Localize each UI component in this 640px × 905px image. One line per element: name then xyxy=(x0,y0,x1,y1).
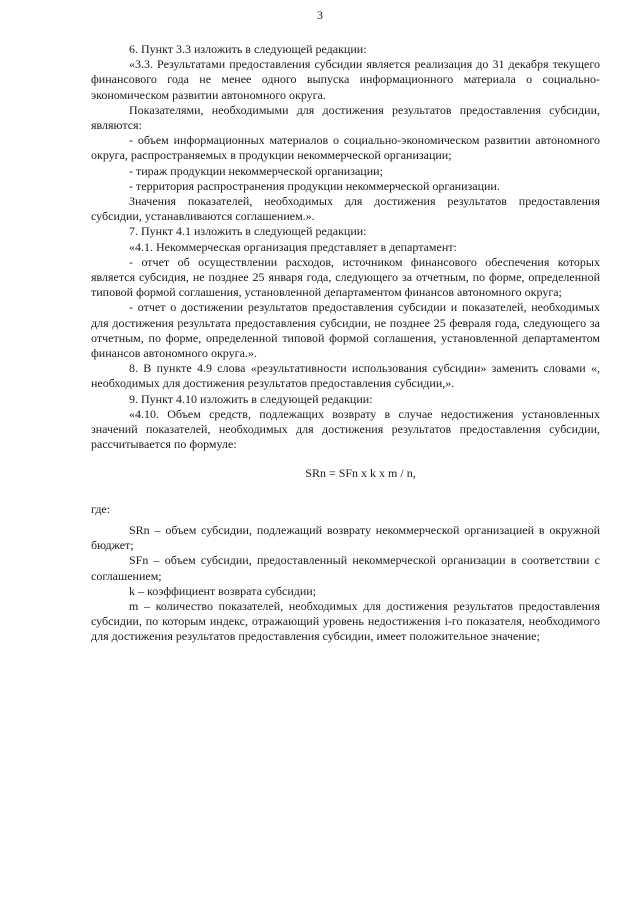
paragraph-item-7: 7. Пункт 4.1 изложить в следующей редакции: xyxy=(129,224,367,239)
definition-srn: SRn – объем субсидии, подлежащий возврату некоммерческой организацией в окружной бюджет; xyxy=(91,522,600,553)
list-item-territory: - территория распространения продукции некоммерческой организации. xyxy=(129,178,500,193)
document-body xyxy=(91,42,600,645)
page-number: 3 xyxy=(317,8,323,22)
paragraph-indicator-values: Значения показателей, необходимых для достижения результатов предоставления субсидии, устанавливаются соглашением.». xyxy=(91,194,600,224)
definition-m: m – количество показателей, необходимых для достижения результатов предоставления субсидии, по которым индекс, отражающий уровень недостижения i-го показателя, необходимого для достижения результатов предоставления субсидии, имеет положительное значение; xyxy=(91,598,600,644)
list-item-circulation: - тираж продукции некоммерческой организации; xyxy=(129,163,383,178)
definition-sfn: SFn – объем субсидии, предоставленный некоммерческой организации в соответствии с соглашением; xyxy=(91,553,600,583)
formula: SRn = SFn x k x m / n, xyxy=(305,466,416,481)
list-item-expense-report: - отчет об осуществлении расходов, источником финансового обеспечения которых является субсидия, не позднее 25 января года, следующего за отчетным, по форме, определенной типовой формой соглашения, установленной департаментом финансов автономного округа; xyxy=(91,254,600,300)
paragraph-clause-3-3: «3.3. Результатами предоставления субсидии является реализация до 31 декабря текущего финансового года не менее одного выпуска информационного материала о социально-экономическом развитии автономного округа. xyxy=(91,57,600,102)
where-label: где: xyxy=(91,501,111,516)
paragraph-item-8: 8. В пункте 4.9 слова «результативности использования субсидии» заменить словами «, необходимых для достижения результатов предоставления субсидии,». xyxy=(91,361,600,391)
paragraph-clause-4-10: «4.10. Объем средств, подлежащих возврату в случае недостижения установленных значений показателей, необходимых для достижения результатов предоставления субсидии, рассчитывается по формуле: xyxy=(91,406,600,452)
paragraph-indicators-intro: Показателями, необходимыми для достижения результатов предоставления субсидии, являются: xyxy=(91,102,600,133)
list-item-results-report: - отчет о достижении результатов предоставления субсидии и показателей, необходимых для достижения результата предоставления субсидии, не позднее 25 февраля года, следующего за отчетным, по форме, определенной типовой формой соглашения, установленной департаментом финансов автономного округа.». xyxy=(91,300,600,361)
paragraph-item-6: 6. Пункт 3.3 изложить в следующей редакции: xyxy=(129,42,367,56)
list-item-volume: - объем информационных материалов о социально-экономическом развитии автономного округа, распространяемых в продукции некоммерческой организации; xyxy=(91,133,600,163)
definition-k: k – коэффициент возврата субсидии; xyxy=(129,583,317,598)
paragraph-item-9: 9. Пункт 4.10 изложить в следующей редакции: xyxy=(129,391,373,406)
paragraph-clause-4-1: «4.1. Некоммерческая организация представляет в департамент: xyxy=(129,239,457,254)
